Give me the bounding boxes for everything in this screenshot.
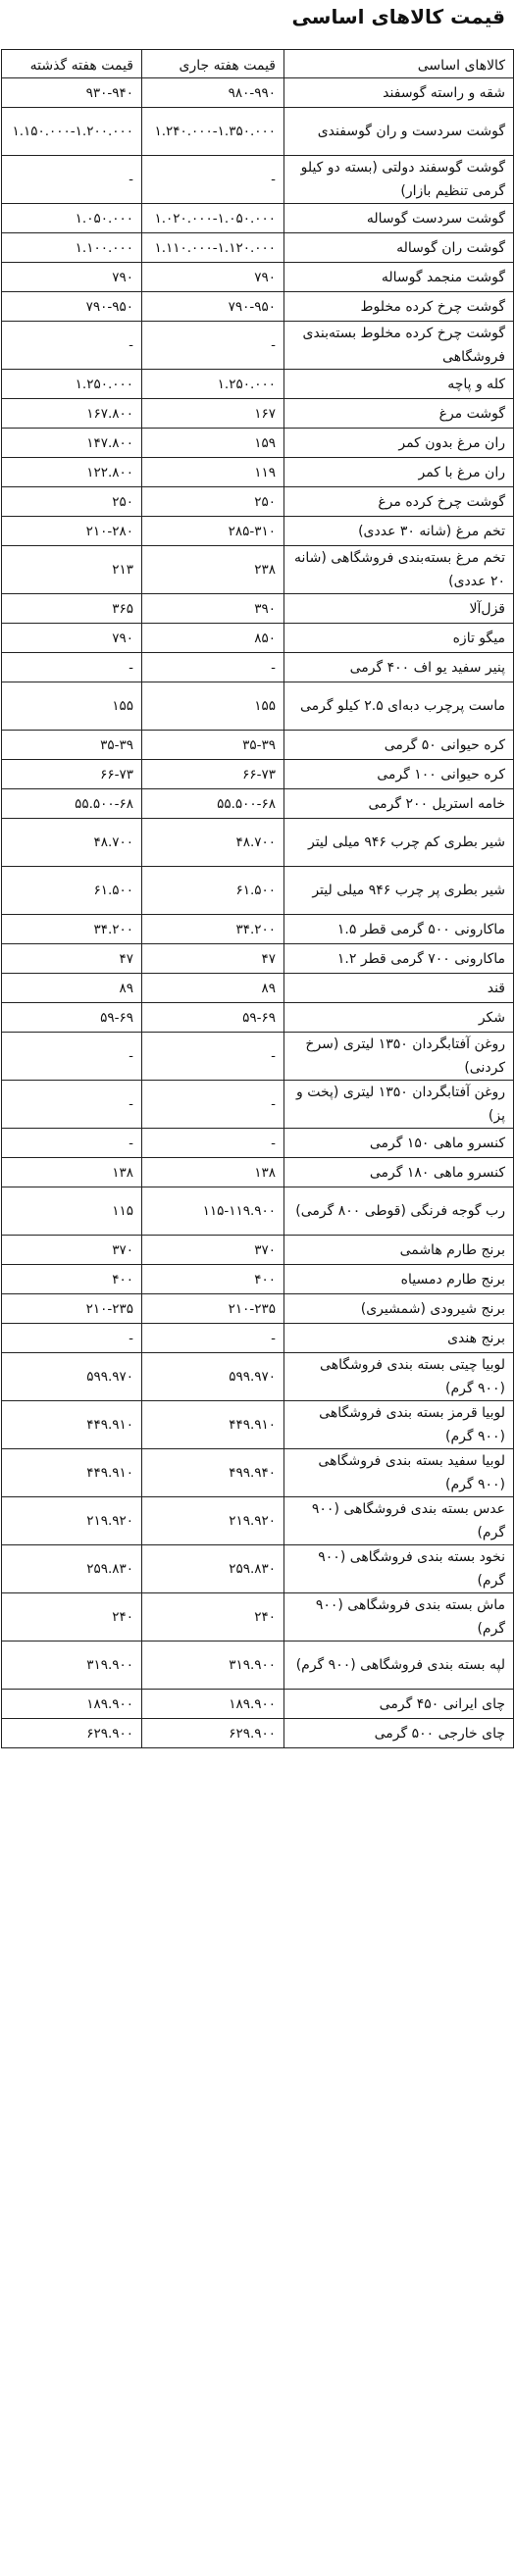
table-row: [2, 760, 514, 789]
row-item-name: لوبیا قرمز بسته بندی فروشگاهی (۹۰۰ گرم): [284, 1401, 514, 1449]
table-row: [2, 1236, 514, 1265]
row-previous-price: ۷۹۰: [2, 263, 142, 292]
row-current-price: ۳۴.۲۰۰: [142, 915, 284, 944]
table-row: [2, 1449, 514, 1497]
row-previous-price: ۱.۰۵۰.۰۰۰: [2, 204, 142, 233]
row-previous-price: ۱۳۸: [2, 1158, 142, 1187]
row-previous-price: -: [2, 156, 142, 204]
row-current-price: ۵۹-۶۹: [142, 1003, 284, 1033]
row-current-price: ۵۵.۵۰۰-۶۸: [142, 789, 284, 819]
row-previous-price: ۱.۱۰۰.۰۰۰: [2, 233, 142, 263]
row-item-name: گوشت چرخ کرده مرغ: [284, 487, 514, 517]
row-current-price: ۱۵۹: [142, 429, 284, 458]
row-previous-price: ۲۱۳: [2, 546, 142, 594]
table-row: [2, 731, 514, 760]
table-row: [2, 1294, 514, 1324]
row-item-name: شیر بطری کم چرب ۹۴۶ میلی لیتر: [284, 819, 514, 867]
row-item-name: لپه بسته بندی فروشگاهی (۹۰۰ گرم): [284, 1642, 514, 1690]
header-item-name: کالاهای اساسی: [284, 50, 514, 78]
row-item-name: شقه و راسته گوسفند: [284, 78, 514, 108]
row-previous-price: ۳۱۹.۹۰۰: [2, 1642, 142, 1690]
row-previous-price: ۱۴۷.۸۰۰: [2, 429, 142, 458]
row-item-name: گوشت ران گوساله: [284, 233, 514, 263]
row-current-price: -: [142, 1129, 284, 1158]
row-previous-price: ۴۸.۷۰۰: [2, 819, 142, 867]
table-row: [2, 156, 514, 204]
row-item-name: ماکارونی ۵۰۰ گرمی قطر ۱.۵: [284, 915, 514, 944]
table-row: [2, 370, 514, 399]
table-row: [2, 1719, 514, 1748]
row-current-price: ۲۸۵-۳۱۰: [142, 517, 284, 546]
table-row: [2, 915, 514, 944]
table-row: [2, 653, 514, 682]
table-row: [2, 517, 514, 546]
row-current-price: ۳۷۰: [142, 1236, 284, 1265]
row-previous-price: -: [2, 1324, 142, 1353]
row-previous-price: ۲۵۹.۸۳۰: [2, 1545, 142, 1593]
row-item-name: کنسرو ماهی ۱۸۰ گرمی: [284, 1158, 514, 1187]
table-row: [2, 1265, 514, 1294]
table-row: [2, 399, 514, 429]
row-previous-price: ۴۴۹.۹۱۰: [2, 1401, 142, 1449]
row-item-name: روغن آفتابگردان ۱۳۵۰ لیتری (سرخ کردنی): [284, 1033, 514, 1081]
row-current-price: ۲۱۹.۹۲۰: [142, 1497, 284, 1545]
table-row: [2, 204, 514, 233]
row-item-name: چای خارجی ۵۰۰ گرمی: [284, 1719, 514, 1748]
row-current-price: ۱۵۵: [142, 682, 284, 731]
row-current-price: ۱.۲۵۰.۰۰۰: [142, 370, 284, 399]
table-row: [2, 487, 514, 517]
row-item-name: ماش بسته بندی فروشگاهی (۹۰۰ گرم): [284, 1593, 514, 1642]
table-row: [2, 594, 514, 624]
row-previous-price: -: [2, 1033, 142, 1081]
row-current-price: ۸۵۰: [142, 624, 284, 653]
row-item-name: عدس بسته بندی فروشگاهی (۹۰۰ گرم): [284, 1497, 514, 1545]
row-previous-price: -: [2, 1129, 142, 1158]
row-previous-price: ۱۲۲.۸۰۰: [2, 458, 142, 487]
row-previous-price: ۲۵۰: [2, 487, 142, 517]
row-current-price: ۴۰۰: [142, 1265, 284, 1294]
table-row: [2, 1353, 514, 1401]
table-row: [2, 1401, 514, 1449]
table-row: [2, 789, 514, 819]
table-row: [2, 458, 514, 487]
table-row: [2, 78, 514, 108]
row-current-price: ۲۵۰: [142, 487, 284, 517]
row-current-price: -: [142, 1081, 284, 1129]
row-current-price: ۹۸۰-۹۹۰: [142, 78, 284, 108]
row-item-name: کله و پاچه: [284, 370, 514, 399]
table-row: [2, 624, 514, 653]
row-item-name: قند: [284, 974, 514, 1003]
row-item-name: تخم مرغ (شانه ۳۰ عددی): [284, 517, 514, 546]
row-previous-price: ۹۳۰-۹۴۰: [2, 78, 142, 108]
table-row: [2, 108, 514, 156]
row-previous-price: ۶۲۹.۹۰۰: [2, 1719, 142, 1748]
table-row: [2, 944, 514, 974]
row-item-name: تخم مرغ بسته‌بندی فروشگاهی (شانه ۲۰ عددی): [284, 546, 514, 594]
table-row: [2, 546, 514, 594]
row-previous-price: ۲۱۹.۹۲۰: [2, 1497, 142, 1545]
row-current-price: ۱.۱۱۰.۰۰۰-۱.۱۲۰.۰۰۰: [142, 233, 284, 263]
row-current-price: ۶۱.۵۰۰: [142, 867, 284, 915]
table-row: [2, 1545, 514, 1593]
table-row: [2, 1642, 514, 1690]
row-item-name: روغن آفتابگردان ۱۳۵۰ لیتری (پخت و پز): [284, 1081, 514, 1129]
table-row: [2, 1081, 514, 1129]
table-row: [2, 819, 514, 867]
row-previous-price: ۱۸۹.۹۰۰: [2, 1690, 142, 1719]
page-title: قیمت کالاهای اساسی: [291, 5, 505, 28]
table-header-row: [2, 50, 514, 78]
row-previous-price: ۵۹۹.۹۷۰: [2, 1353, 142, 1401]
row-current-price: ۱۶۷: [142, 399, 284, 429]
row-current-price: -: [142, 1324, 284, 1353]
row-current-price: ۲۳۸: [142, 546, 284, 594]
row-previous-price: ۱.۲۵۰.۰۰۰: [2, 370, 142, 399]
row-item-name: رب گوجه فرنگی (قوطی ۸۰۰ گرمی): [284, 1187, 514, 1236]
row-item-name: لوبیا سفید بسته بندی فروشگاهی (۹۰۰ گرم): [284, 1449, 514, 1497]
table-row: [2, 263, 514, 292]
row-previous-price: ۳۴.۲۰۰: [2, 915, 142, 944]
table-row: [2, 322, 514, 370]
row-item-name: گوشت سردست گوساله: [284, 204, 514, 233]
row-current-price: ۳۹۰: [142, 594, 284, 624]
row-previous-price: ۵۹-۶۹: [2, 1003, 142, 1033]
row-item-name: گوشت گوسفند دولتی (بسته دو کیلو گرمی تنظیم بازار): [284, 156, 514, 204]
row-item-name: قزل‌آلا: [284, 594, 514, 624]
header-previous-price: قیمت هفته گذشته: [2, 50, 142, 78]
table-row: [2, 1033, 514, 1081]
row-previous-price: ۱۱۵: [2, 1187, 142, 1236]
table-row: [2, 429, 514, 458]
row-current-price: ۱۱۵-۱۱۹.۹۰۰: [142, 1187, 284, 1236]
row-current-price: -: [142, 653, 284, 682]
row-current-price: ۴۹۹.۹۴۰: [142, 1449, 284, 1497]
header-current-price: قیمت هفته جاری: [142, 50, 284, 78]
table-row: [2, 1497, 514, 1545]
row-current-price: ۴۴۹.۹۱۰: [142, 1401, 284, 1449]
row-previous-price: ۶۱.۵۰۰: [2, 867, 142, 915]
row-previous-price: ۵۵.۵۰۰-۶۸: [2, 789, 142, 819]
row-previous-price: ۱۵۵: [2, 682, 142, 731]
row-previous-price: ۶۶-۷۳: [2, 760, 142, 789]
table-row: [2, 1187, 514, 1236]
row-current-price: ۱۸۹.۹۰۰: [142, 1690, 284, 1719]
table-row: [2, 1003, 514, 1033]
row-previous-price: -: [2, 653, 142, 682]
row-current-price: -: [142, 156, 284, 204]
row-item-name: چای ایرانی ۴۵۰ گرمی: [284, 1690, 514, 1719]
row-item-name: خامه استریل ۲۰۰ گرمی: [284, 789, 514, 819]
row-item-name: برنج هندی: [284, 1324, 514, 1353]
prices-table: [1, 49, 514, 1748]
row-current-price: ۱.۰۲۰.۰۰۰-۱.۰۵۰.۰۰۰: [142, 204, 284, 233]
table-row: [2, 233, 514, 263]
row-current-price: ۷۹۰: [142, 263, 284, 292]
table-row: [2, 1158, 514, 1187]
row-item-name: نخود بسته بندی فروشگاهی (۹۰۰ گرم): [284, 1545, 514, 1593]
row-current-price: ۲۴۰: [142, 1593, 284, 1642]
table-body: [2, 78, 514, 1748]
row-item-name: برنج طارم دمسیاه: [284, 1265, 514, 1294]
row-current-price: ۲۵۹.۸۳۰: [142, 1545, 284, 1593]
row-item-name: ماست پرچرب دبه‌ای ۲.۵ کیلو گرمی: [284, 682, 514, 731]
row-previous-price: ۴۷: [2, 944, 142, 974]
row-item-name: میگو تازه: [284, 624, 514, 653]
row-item-name: ماکارونی ۷۰۰ گرمی قطر ۱.۲: [284, 944, 514, 974]
row-item-name: گوشت چرخ کرده مخلوط: [284, 292, 514, 322]
row-item-name: گوشت مرغ: [284, 399, 514, 429]
row-item-name: کره حیوانی ۱۰۰ گرمی: [284, 760, 514, 789]
row-item-name: شیر بطری پر چرب ۹۴۶ میلی لیتر: [284, 867, 514, 915]
table-row: [2, 1129, 514, 1158]
row-previous-price: ۱.۱۵۰.۰۰۰-۱.۲۰۰.۰۰۰: [2, 108, 142, 156]
row-previous-price: ۷۹۰: [2, 624, 142, 653]
row-previous-price: ۲۴۰: [2, 1593, 142, 1642]
row-item-name: گوشت منجمد گوساله: [284, 263, 514, 292]
row-current-price: ۱۱۹: [142, 458, 284, 487]
table-row: [2, 292, 514, 322]
row-current-price: ۸۹: [142, 974, 284, 1003]
row-current-price: -: [142, 1033, 284, 1081]
row-current-price: ۳۵-۳۹: [142, 731, 284, 760]
row-current-price: ۲۱۰-۲۳۵: [142, 1294, 284, 1324]
row-item-name: برنج طارم هاشمی: [284, 1236, 514, 1265]
row-previous-price: -: [2, 1081, 142, 1129]
row-item-name: ران مرغ بدون کمر: [284, 429, 514, 458]
row-previous-price: ۴۰۰: [2, 1265, 142, 1294]
row-item-name: پنیر سفید یو اف ۴۰۰ گرمی: [284, 653, 514, 682]
row-current-price: -: [142, 322, 284, 370]
row-previous-price: ۲۱۰-۲۸۰: [2, 517, 142, 546]
table-row: [2, 1324, 514, 1353]
row-current-price: ۷۹۰-۹۵۰: [142, 292, 284, 322]
row-current-price: ۴۷: [142, 944, 284, 974]
row-current-price: ۴۸.۷۰۰: [142, 819, 284, 867]
row-previous-price: ۲۱۰-۲۳۵: [2, 1294, 142, 1324]
table-row: [2, 1690, 514, 1719]
row-previous-price: ۷۹۰-۹۵۰: [2, 292, 142, 322]
row-current-price: ۶۲۹.۹۰۰: [142, 1719, 284, 1748]
row-item-name: گوشت سردست و ران گوسفندی: [284, 108, 514, 156]
row-item-name: کنسرو ماهی ۱۵۰ گرمی: [284, 1129, 514, 1158]
row-previous-price: ۸۹: [2, 974, 142, 1003]
table-row: [2, 974, 514, 1003]
table-row: [2, 682, 514, 731]
row-item-name: لوبیا چیتی بسته بندی فروشگاهی (۹۰۰ گرم): [284, 1353, 514, 1401]
row-current-price: ۱.۲۴۰.۰۰۰-۱.۳۵۰.۰۰۰: [142, 108, 284, 156]
row-item-name: شکر: [284, 1003, 514, 1033]
row-previous-price: ۱۶۷.۸۰۰: [2, 399, 142, 429]
row-current-price: ۵۹۹.۹۷۰: [142, 1353, 284, 1401]
row-previous-price: ۳۵-۳۹: [2, 731, 142, 760]
table-row: [2, 1593, 514, 1642]
row-current-price: ۳۱۹.۹۰۰: [142, 1642, 284, 1690]
row-previous-price: ۳۶۵: [2, 594, 142, 624]
row-previous-price: ۴۴۹.۹۱۰: [2, 1449, 142, 1497]
row-item-name: گوشت چرخ کرده مخلوط بسته‌بندی فروشگاهی: [284, 322, 514, 370]
row-item-name: ران مرغ با کمر: [284, 458, 514, 487]
table-row: [2, 867, 514, 915]
row-current-price: ۱۳۸: [142, 1158, 284, 1187]
row-previous-price: -: [2, 322, 142, 370]
row-item-name: برنج شیرودی (شمشیری): [284, 1294, 514, 1324]
row-previous-price: ۳۷۰: [2, 1236, 142, 1265]
row-current-price: ۶۶-۷۳: [142, 760, 284, 789]
row-item-name: کره حیوانی ۵۰ گرمی: [284, 731, 514, 760]
